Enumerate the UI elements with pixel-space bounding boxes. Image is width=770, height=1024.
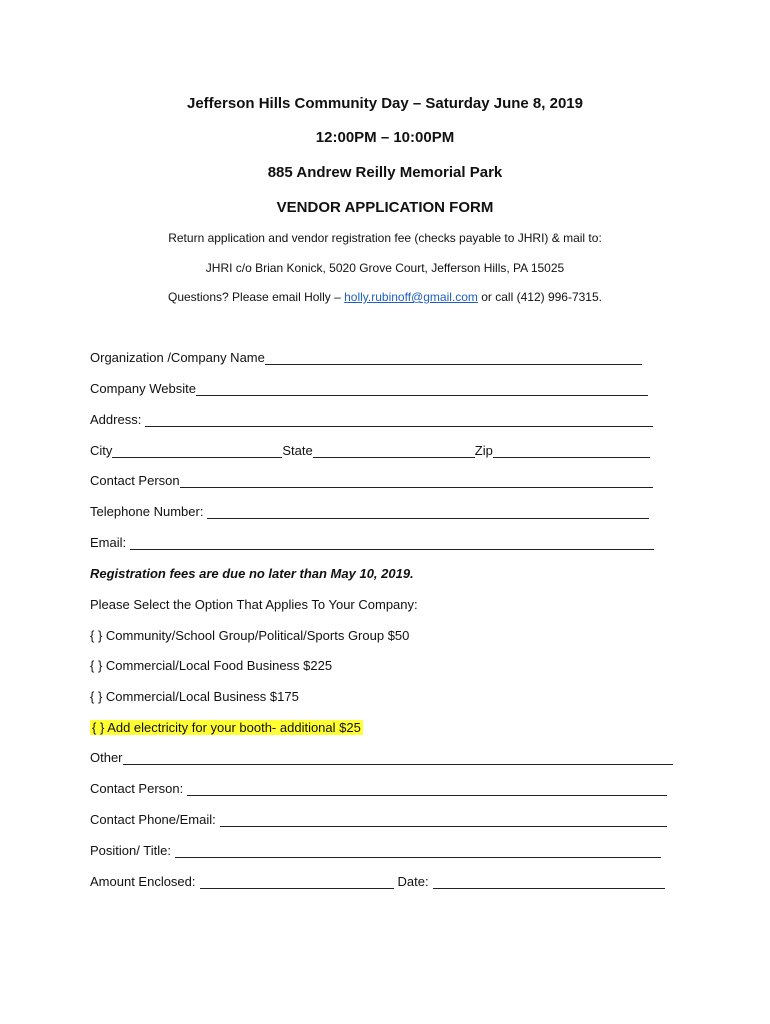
date-field[interactable] — [433, 874, 665, 889]
option-food-business[interactable]: { } Commercial/Local Food Business $225 — [90, 658, 333, 673]
city-state-zip-row — [90, 440, 650, 458]
form-title: VENDOR APPLICATION FORM — [276, 199, 494, 216]
date-label: Date: — [397, 874, 429, 889]
address-label: Address: — [90, 412, 142, 427]
fees-note: Registration fees are due no later than May 10, 2019. — [90, 566, 414, 581]
option-electricity[interactable] — [90, 717, 363, 735]
contact-person2-label: Contact Person: — [90, 781, 184, 796]
phone-field[interactable] — [207, 504, 649, 519]
other-row — [90, 747, 673, 765]
return-instructions: Return application and vendor registration fee (checks payable to JHRI) & mail to: — [168, 231, 602, 245]
contact-person-field[interactable] — [180, 473, 653, 488]
questions-suffix: or call (412) 996-7315. — [481, 290, 602, 304]
amount-enclosed-label: Amount Enclosed: — [90, 874, 196, 889]
position-title-field[interactable] — [175, 843, 661, 858]
amount-enclosed-field[interactable] — [200, 874, 394, 889]
position-title-label: Position/ Title: — [90, 843, 171, 858]
org-name-label: Organization /Company Name — [90, 350, 265, 365]
event-title: Jefferson Hills Community Day – Saturday June 8, 2019 — [187, 95, 583, 112]
state-label: State — [282, 443, 313, 458]
website-field[interactable] — [196, 381, 648, 396]
amount-date-row — [90, 871, 665, 889]
org-name-row — [90, 347, 642, 365]
mailing-address: JHRI c/o Brian Konick, 5020 Grove Court, Jefferson Hills, PA 15025 — [205, 261, 565, 275]
state-field[interactable] — [313, 443, 475, 458]
contact-row — [90, 470, 653, 488]
questions-line — [0, 290, 770, 304]
contact-phone-email-field[interactable] — [220, 812, 667, 827]
phone-row — [90, 501, 649, 519]
email-label: Email: — [90, 535, 127, 550]
other-field[interactable] — [123, 750, 673, 765]
event-time: 12:00PM – 10:00PM — [315, 129, 455, 146]
city-field[interactable] — [112, 443, 282, 458]
org-name-field[interactable] — [265, 350, 642, 365]
contact-phone-email-row — [90, 809, 667, 827]
option-community[interactable]: { } Community/School Group/Political/Sports Group $50 — [90, 628, 410, 643]
contact-person2-field[interactable] — [187, 781, 667, 796]
zip-field[interactable] — [493, 443, 650, 458]
address-field[interactable] — [145, 412, 653, 427]
event-location: 885 Andrew Reilly Memorial Park — [267, 164, 503, 181]
email-row — [90, 532, 654, 550]
phone-label: Telephone Number: — [90, 504, 204, 519]
website-row — [90, 378, 648, 396]
other-label: Other — [90, 750, 123, 765]
position-title-row — [90, 840, 661, 858]
contact-phone-email-label: Contact Phone/Email: — [90, 812, 216, 827]
contact-person-label: Contact Person — [90, 473, 180, 488]
option-local-business[interactable]: { } Commercial/Local Business $175 — [90, 689, 299, 704]
select-prompt: Please Select the Option That Applies To Your Company: — [90, 597, 418, 612]
contact-email-link[interactable]: holly.rubinoff@gmail.com — [344, 290, 478, 304]
zip-label: Zip — [474, 443, 493, 458]
city-label: City — [90, 443, 113, 458]
website-label: Company Website — [90, 381, 196, 396]
address-row — [90, 409, 653, 427]
email-field[interactable] — [130, 535, 654, 550]
option-electricity-label: { } Add electricity for your booth- additional $25 — [92, 720, 361, 735]
contact-person2-row — [90, 778, 667, 796]
questions-prefix: Questions? Please email Holly – — [168, 290, 341, 304]
